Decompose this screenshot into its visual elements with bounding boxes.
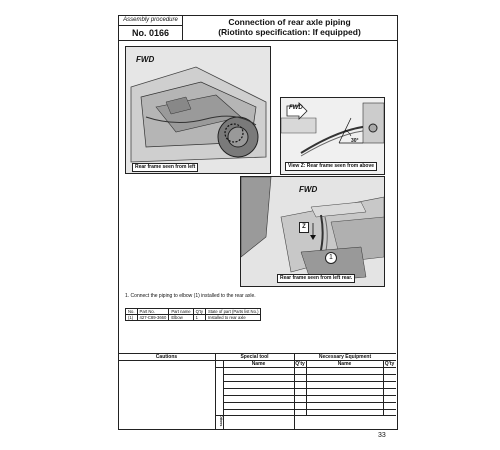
col-no: No.: [126, 309, 138, 315]
tools-table: [118, 353, 396, 429]
cell-state: Installed to rear axle: [205, 315, 261, 321]
header-divider: [119, 40, 397, 41]
equipment-name-header: Name: [337, 361, 352, 367]
others-side-label: Others: [219, 415, 223, 427]
cautions-header: Cautions: [155, 354, 178, 360]
col-state: State of part (Parts list No.): [205, 309, 261, 315]
title-line-2: (Riotinto specification: If equipped): [218, 27, 361, 37]
view-z-marker: Z: [299, 222, 309, 233]
equipment-header: Necessary Equipment: [318, 354, 372, 360]
fwd-label-3: FWD: [299, 185, 318, 194]
instruction-step-1: 1. Connect the piping to elbow (1) installed to the rear axle.: [125, 293, 256, 299]
figure-view-z: [280, 97, 385, 175]
procedure-label: Assembly procedure: [119, 16, 182, 26]
fwd-label-2: FWD: [289, 105, 303, 111]
procedure-box: [119, 16, 183, 40]
figure-2-caption: View Z: Rear frame seen from above: [285, 162, 377, 171]
figure-3-caption: Rear frame seen from left rear.: [277, 274, 355, 283]
table-row: [126, 315, 261, 321]
figure-rear-frame-left: [125, 46, 271, 174]
tool-qty-header: Q'ty: [295, 361, 305, 367]
figure-1-caption: Rear frame seen from left: [132, 163, 198, 172]
equipment-qty-header: Q'ty: [384, 361, 395, 367]
col-qty: Q'ty: [193, 309, 205, 315]
angle-label: 30°: [351, 138, 359, 144]
col-part-name: Part name: [169, 309, 193, 315]
title-line-1: Connection of rear axle piping: [228, 17, 351, 27]
cell-part-name: Elbow: [169, 315, 193, 321]
tool-name-header: Name: [251, 361, 266, 367]
col-part-no: Part No.: [137, 309, 169, 315]
callout-1: 1: [325, 252, 337, 264]
figure-1-drawing: [126, 47, 270, 173]
page-title: [182, 17, 397, 37]
cell-part-no: 427-C89-3660: [137, 315, 169, 321]
fwd-label: FWD: [136, 55, 155, 64]
parts-table: [125, 308, 261, 321]
special-tool-header: Special tool: [240, 354, 269, 360]
figure-rear-frame-left-rear: [240, 176, 385, 287]
cell-no: (1): [126, 315, 138, 321]
procedure-number: No. 0166: [131, 28, 170, 38]
page-number: 33: [378, 432, 386, 439]
cell-qty: 1: [193, 315, 205, 321]
